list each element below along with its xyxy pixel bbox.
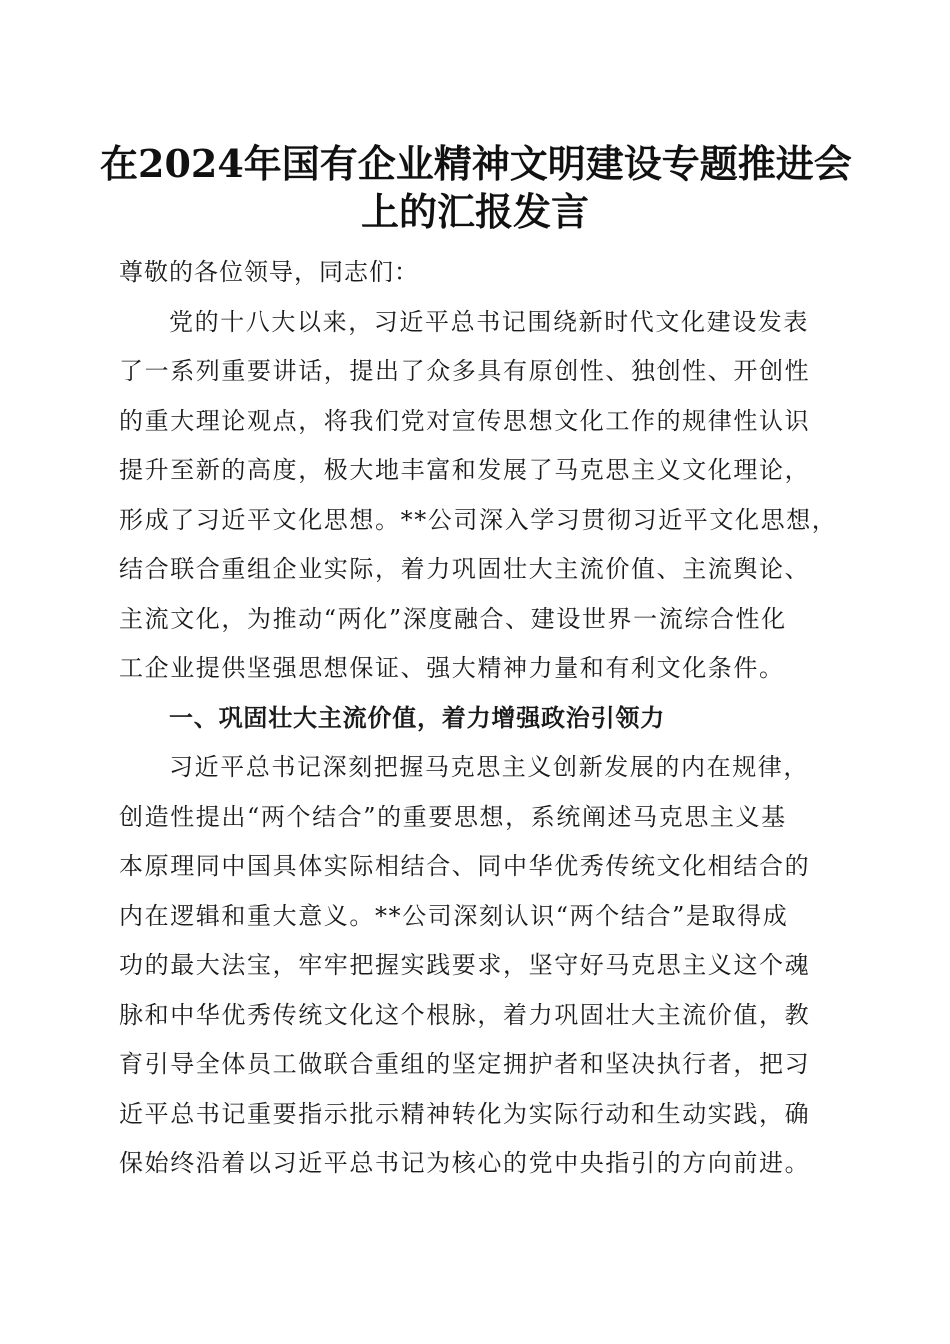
paragraph-line: 本原理同中国具体实际相结合、同中华优秀传统文化相结合的 [119,852,811,880]
paragraph-line: 功的最大法宝，牢牢把握实践要求，坚守好马克思主义这个魂 [119,951,811,979]
paragraph-line: 了一系列重要讲话，提出了众多具有原创性、独创性、开创性 [119,357,811,385]
paragraph-2 [119,743,835,1189]
paragraph-line: 提升至新的高度，极大地丰富和发展了马克思主义文化理论， [119,456,811,484]
salutation: 尊敬的各位领导，同志们： [119,258,419,286]
document-title [100,140,850,236]
paragraph-line: 育引导全体员工做联合重组的坚定拥护者和坚决执行者，把习 [119,1050,811,1078]
paragraph-line: 保始终沿着以习近平总书记为核心的党中央指引的方向前进。 [119,1149,811,1177]
paragraph-line: 习近平总书记深刻把握马克思主义创新发展的内在规律， [169,753,809,781]
paragraph-line: 创造性提出“两个结合”的重要思想，系统阐述马克思主义基 [119,802,787,831]
section-1-heading: 一、巩固壮大主流价值，着力增强政治引领力 [169,703,665,732]
paragraph-line: 工企业提供坚强思想保证、强大精神力量和有利文化条件。 [119,654,785,682]
paragraph-line: 的重大理论观点，将我们党对宣传思想文化工作的规律性认识 [119,406,811,435]
paragraph-line: 党的十八大以来，习近平总书记围绕新时代文化建设发表 [169,307,809,336]
paragraph-line: 内在逻辑和重大意义。**公司深刻认识“两个结合”是取得成 [119,901,789,930]
title-line-1: 在2024年国有企业精神文明建设专题推进会 [100,141,852,186]
paragraph-line: 形成了习近平文化思想。**公司深入学习贯彻习近平文化思想， [119,505,838,534]
paragraph-line: 主流文化，为推动“两化”深度融合、建设世界一流综合性化 [119,604,787,633]
title-line-2: 上的汇报发言 [360,189,589,234]
paragraph-line: 脉和中华优秀传统文化这个根脉，着力巩固壮大主流价值，教 [119,1000,811,1029]
paragraph-line: 近平总书记重要指示批示精神转化为实际行动和生动实践，确 [119,1099,811,1128]
paragraph-line: 结合联合重组企业实际，着力巩固壮大主流价值、主流舆论、 [119,555,811,583]
document-body [119,248,838,1189]
paragraph-1 [119,298,838,694]
